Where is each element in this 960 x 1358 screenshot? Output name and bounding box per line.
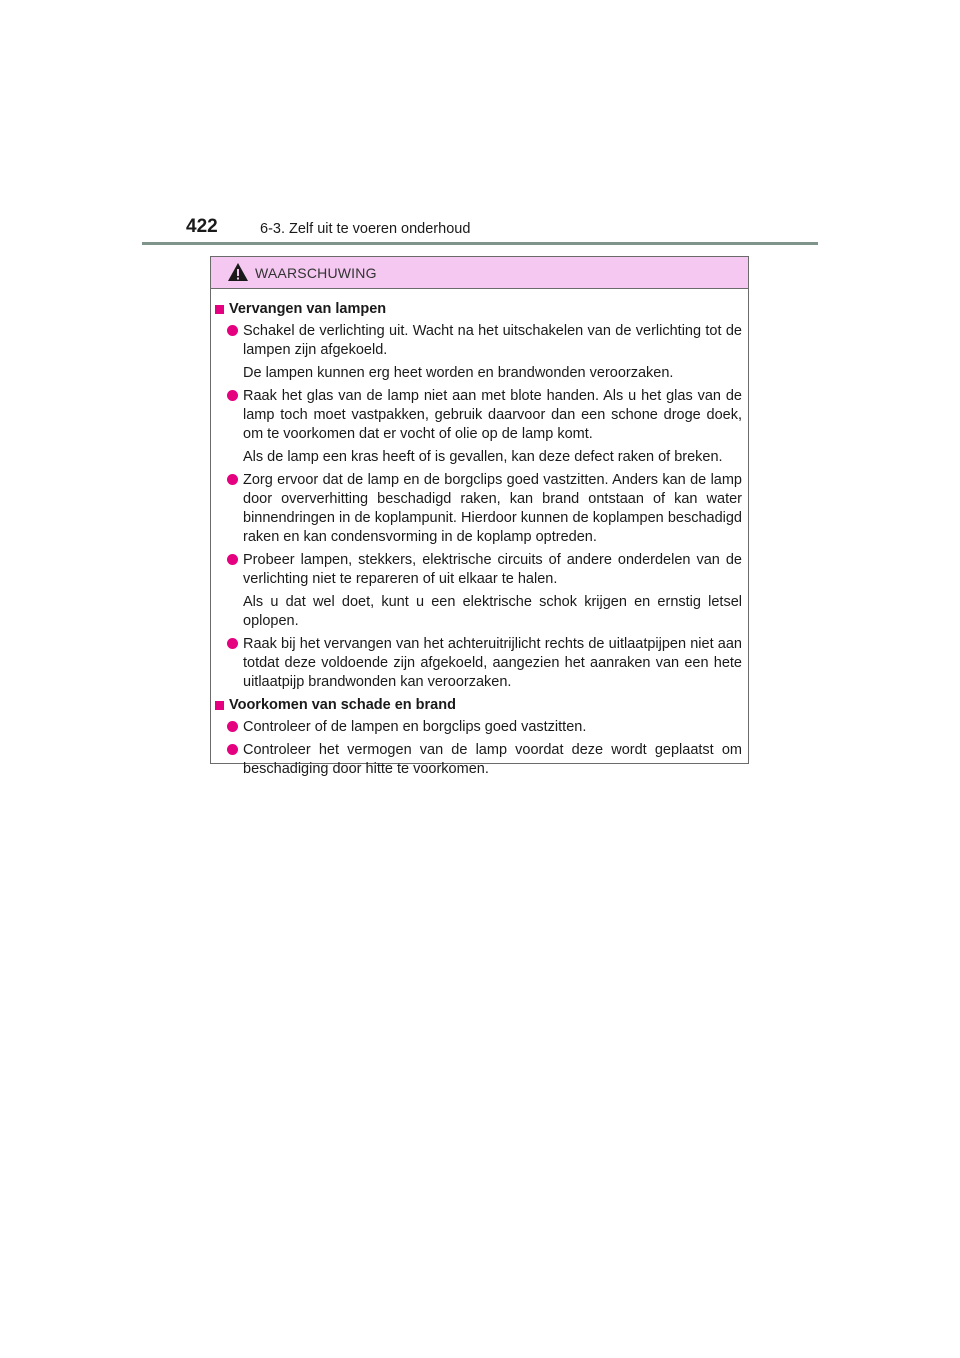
square-bullet-icon (215, 701, 224, 710)
paragraph: Raak bij het vervangen van het achteruitrijlicht rechts de uitlaatpijpen niet aan totdat deze voldoende zijn afgekoeld, aangezien het aanraken van een hete uitlaatpijp brandwonden kan veroorzaken. (243, 636, 742, 690)
list-item (227, 551, 742, 631)
paragraph: Schakel de verlichting uit. Wacht na het uitschakelen van de verlichting tot de lampen zijn afgekoeld. (243, 323, 742, 358)
paragraph: Als de lamp een kras heeft of is gevallen, kan deze defect raken of breken. (243, 449, 723, 465)
warning-title: WAARSCHUWING (255, 265, 377, 281)
round-bullet-icon (227, 638, 238, 649)
page-header (142, 212, 818, 246)
paragraph: Raak het glas van de lamp niet aan met blote handen. Als u het glas van de lamp toch moet vastpakken, gebruik daarvoor dan een schone droge doek, om te voorkomen dat er vocht of olie op de lamp komt. (243, 388, 742, 442)
list-item (227, 322, 742, 383)
section-title: 6-3. Zelf uit te voeren onderhoud (260, 221, 471, 237)
paragraph: Zorg ervoor dat de lamp en de borgclips goed vastzitten. Anders kan de lamp door oververhitting beschadigd raken, kan brand ontstaan of kan water binnendringen in de koplampunit. Hierdoor kunnen de koplampen beschadigd raken en kan condensvorming in de koplamp optreden. (243, 472, 742, 545)
warning-triangle-icon (227, 262, 249, 282)
section-heading-text: Voorkomen van schade en brand (229, 697, 456, 713)
paragraph: Als u dat wel doet, kunt u een elektrische schok krijgen en ernstig letsel oplopen. (243, 594, 742, 629)
warning-section (215, 696, 742, 779)
paragraph: Controleer het vermogen van de lamp voordat deze wordt geplaatst om beschadiging door hitte te voorkomen. (243, 742, 742, 777)
list-item (227, 741, 742, 779)
round-bullet-icon (227, 474, 238, 485)
paragraph: Probeer lampen, stekkers, elektrische circuits of andere onderdelen van de verlichting niet te repareren of uit elkaar te halen. (243, 552, 742, 587)
round-bullet-icon (227, 554, 238, 565)
section-heading (215, 300, 742, 319)
section-heading (215, 696, 742, 715)
warning-section (215, 300, 742, 692)
list-item (227, 387, 742, 467)
list-item (227, 471, 742, 547)
section-heading-text: Vervangen van lampen (229, 301, 387, 317)
round-bullet-icon (227, 325, 238, 336)
warning-header (211, 257, 748, 289)
round-bullet-icon (227, 744, 238, 755)
paragraph: Controleer of de lampen en borgclips goed vastzitten. (243, 719, 587, 735)
round-bullet-icon (227, 390, 238, 401)
warning-body (211, 289, 748, 779)
page-number: 422 (186, 216, 218, 237)
square-bullet-icon (215, 305, 224, 314)
paragraph: De lampen kunnen erg heet worden en brandwonden veroorzaken. (243, 365, 674, 381)
list-item (227, 718, 742, 737)
round-bullet-icon (227, 721, 238, 732)
header-divider (142, 242, 818, 245)
list-item (227, 635, 742, 692)
warning-box (210, 256, 749, 777)
